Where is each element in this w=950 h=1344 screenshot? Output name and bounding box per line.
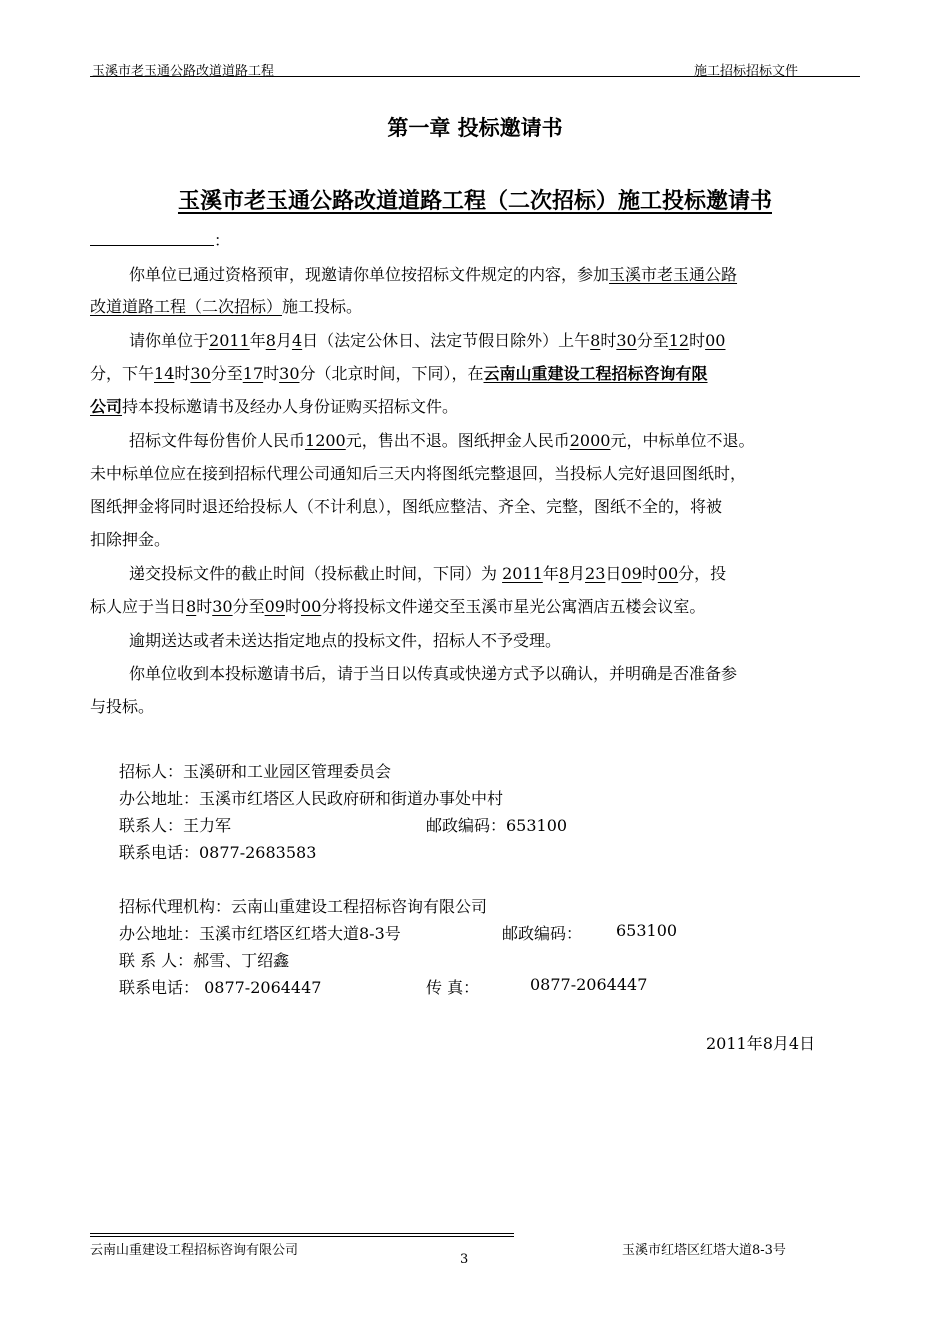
agency-name: 招标代理机构：云南山重建设工程招标咨询有限公司 [119, 897, 488, 916]
paragraph-2-line-1: 请你单位于2011年8月4日（法定公休日、法定节假日除外）上午8时30分至12时00 [129, 331, 726, 350]
agency-postcode-label: 邮政编码： [502, 924, 583, 943]
page-number: 3 [460, 1252, 469, 1267]
agency-phone: 联系电话： 0877-2064447 [119, 978, 322, 997]
paragraph-2-line-2: 分，下午14时30分至17时30分（北京时间，下同），在云南山重建设工程招标咨询有限 [90, 364, 708, 383]
agency-postcode: 653100 [616, 921, 678, 940]
paragraph-6-line-1: 你单位收到本投标邀请书后，请于当日以传真或快递方式予以确认，并明确是否准备参 [129, 664, 738, 683]
paragraph-3-line-2: 未中标单位应在接到招标代理公司通知后三天内将图纸完整退回，当投标人完好退回图纸时， [90, 464, 747, 483]
header-left: 玉溪市老玉通公路改道道路工程 [92, 64, 275, 79]
project-name-part-1: 玉溪市老玉通公路 [609, 265, 738, 284]
header-rule [90, 76, 860, 77]
addressee-colon: ： [214, 231, 231, 250]
project-name-part-2: 改道道路工程（二次招标） [90, 297, 283, 316]
tenderer-postcode: 邮政编码：653100 [426, 816, 568, 835]
paragraph-5: 逾期送达或者未送达指定地点的投标文件，招标人不予受理。 [129, 631, 562, 650]
footer-left: 云南山重建设工程招标咨询有限公司 [90, 1243, 299, 1258]
tenderer-address: 办公地址：玉溪市红塔区人民政府研和街道办事处中村 [119, 789, 504, 808]
agency-address: 办公地址：玉溪市红塔区红塔大道8-3号 [119, 924, 401, 943]
paragraph-6-line-2: 与投标。 [90, 697, 155, 716]
document-price: 1200 [305, 431, 346, 450]
paragraph-2-line-3: 公司持本投标邀请书及经办人身份证购买招标文件。 [90, 397, 459, 416]
header-right: 施工招标招标文件 [694, 64, 799, 79]
paragraph-1-line-2: 改道道路工程（二次招标）施工投标。 [90, 297, 363, 316]
addressee-blank [90, 231, 214, 246]
paragraph-4-line-2: 标人应于当日8时30分至09时00分将投标文件递交至玉溪市星光公寓酒店五楼会议室。 [90, 597, 706, 616]
chapter-title: 第一章 投标邀请书 [387, 116, 563, 140]
paragraph-1-line-1: 你单位已通过资格预审，现邀请你单位按招标文件规定的内容，参加玉溪市老玉通公路 [129, 265, 738, 284]
agency-contact: 联 系 人：郝雪、丁绍鑫 [119, 951, 290, 970]
sales-location: 云南山重建设工程招标咨询有限 [483, 364, 708, 383]
paragraph-4-line-1: 递交投标文件的截止时间（投标截止时间，下同）为 2011年8月23日09时00分，投 [129, 564, 727, 583]
tenderer-contact: 联系人：王力军 [119, 816, 232, 835]
paragraph-3-line-1: 招标文件每份售价人民币1200元，售出不退。图纸押金人民币2000元，中标单位不退。 [129, 431, 755, 450]
issue-date: 2011年8月4日 [706, 1034, 816, 1053]
footer-right: 玉溪市红塔区红塔大道8-3号 [622, 1243, 786, 1258]
agency-fax-label: 传 真： [426, 978, 480, 997]
drawing-deposit: 2000 [569, 431, 611, 450]
footer-rule-bottom [90, 1236, 514, 1237]
addressee-line [90, 228, 230, 251]
agency-fax: 0877-2064447 [530, 975, 648, 994]
paragraph-3-line-3: 图纸押金将同时退还给投标人（不计利息），图纸应整洁、齐全、完整，图纸不全的，将被 [90, 497, 723, 516]
tenderer-phone: 联系电话：0877-2683583 [119, 843, 317, 862]
paragraph-3-line-4: 扣除押金。 [90, 530, 171, 549]
document-title: 玉溪市老玉通公路改道道路工程（二次招标）施工投标邀请书 [177, 189, 772, 214]
tenderer-name: 招标人：玉溪研和工业园区管理委员会 [119, 762, 392, 781]
footer-rule-top [90, 1233, 514, 1234]
